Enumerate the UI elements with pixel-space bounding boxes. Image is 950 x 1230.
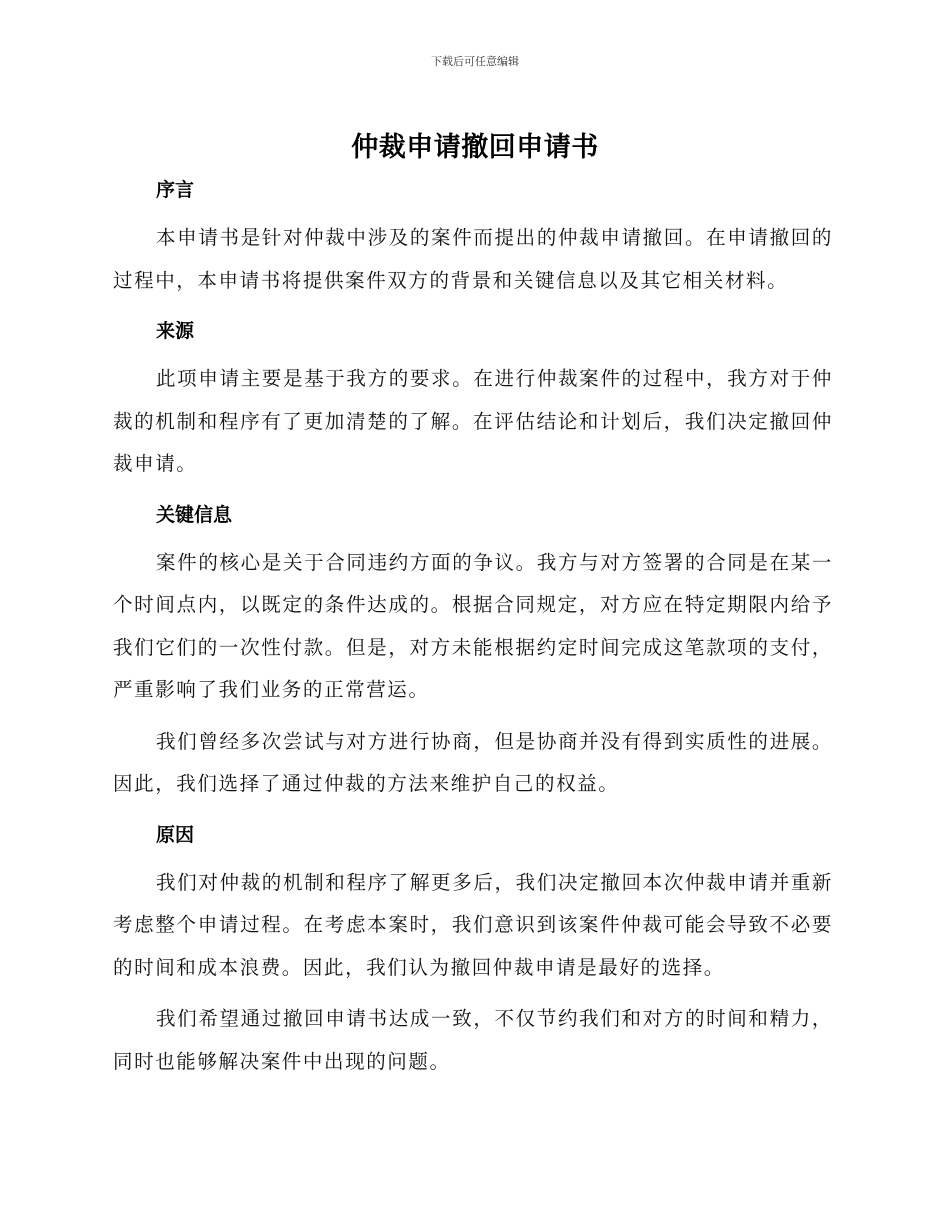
section-heading-reason: 原因 xyxy=(156,823,195,846)
header-note: 下载后可任意编辑 xyxy=(431,55,519,68)
section-heading-source: 来源 xyxy=(156,320,195,342)
section-heading-preface: 序言 xyxy=(156,179,195,201)
paragraph-reason-1: 我们对仲裁的机制和程序了解更多后，我们决定撤回本次仲裁申请并重新考虑整个申请过程。在考虑本案时，我们意识到该案件仲裁可能会导致不必要的时间和成本浪费。因此，我们认为撤回仲裁申请是最好的选择。 xyxy=(113,870,833,979)
document-body xyxy=(113,170,833,1083)
section-heading-key-info: 关键信息 xyxy=(156,503,233,526)
paragraph-source: 此项申请主要是基于我方的要求。在进行仲裁案件的过程中，我方对于仲裁的机制和程序有了更加清楚的了解。在评估结论和计划后，我们决定撤回仲裁申请。 xyxy=(113,367,833,475)
paragraph-reason-2: 我们希望通过撤回申请书达成一致，不仅节约我们和对方的时间和精力，同时也能够解决案件中出现的问题。 xyxy=(113,1007,833,1073)
paragraph-preface: 本申请书是针对仲裁中涉及的案件而提出的仲裁申请撤回。在申请撤回的过程中，本申请书将提供案件双方的背景和关键信息以及其它相关材料。 xyxy=(113,226,833,292)
document-title: 仲裁申请撤回申请书 xyxy=(351,132,599,163)
paragraph-key-info-2: 我们曾经多次尝试与对方进行协商，但是协商并没有得到实质性的进展。因此，我们选择了通过仲裁的方法来维护自己的权益。 xyxy=(113,729,833,795)
paragraph-key-info-1: 案件的核心是关于合同违约方面的争议。我方与对方签署的合同是在某一个时间点内，以既定的条件达成的。根据合同规定，对方应在特定期限内给予我们它们的一次性付款。但是，对方未能根据约定时间完成这笔款项的支付，严重影响了我们业务的正常营运。 xyxy=(113,550,833,701)
